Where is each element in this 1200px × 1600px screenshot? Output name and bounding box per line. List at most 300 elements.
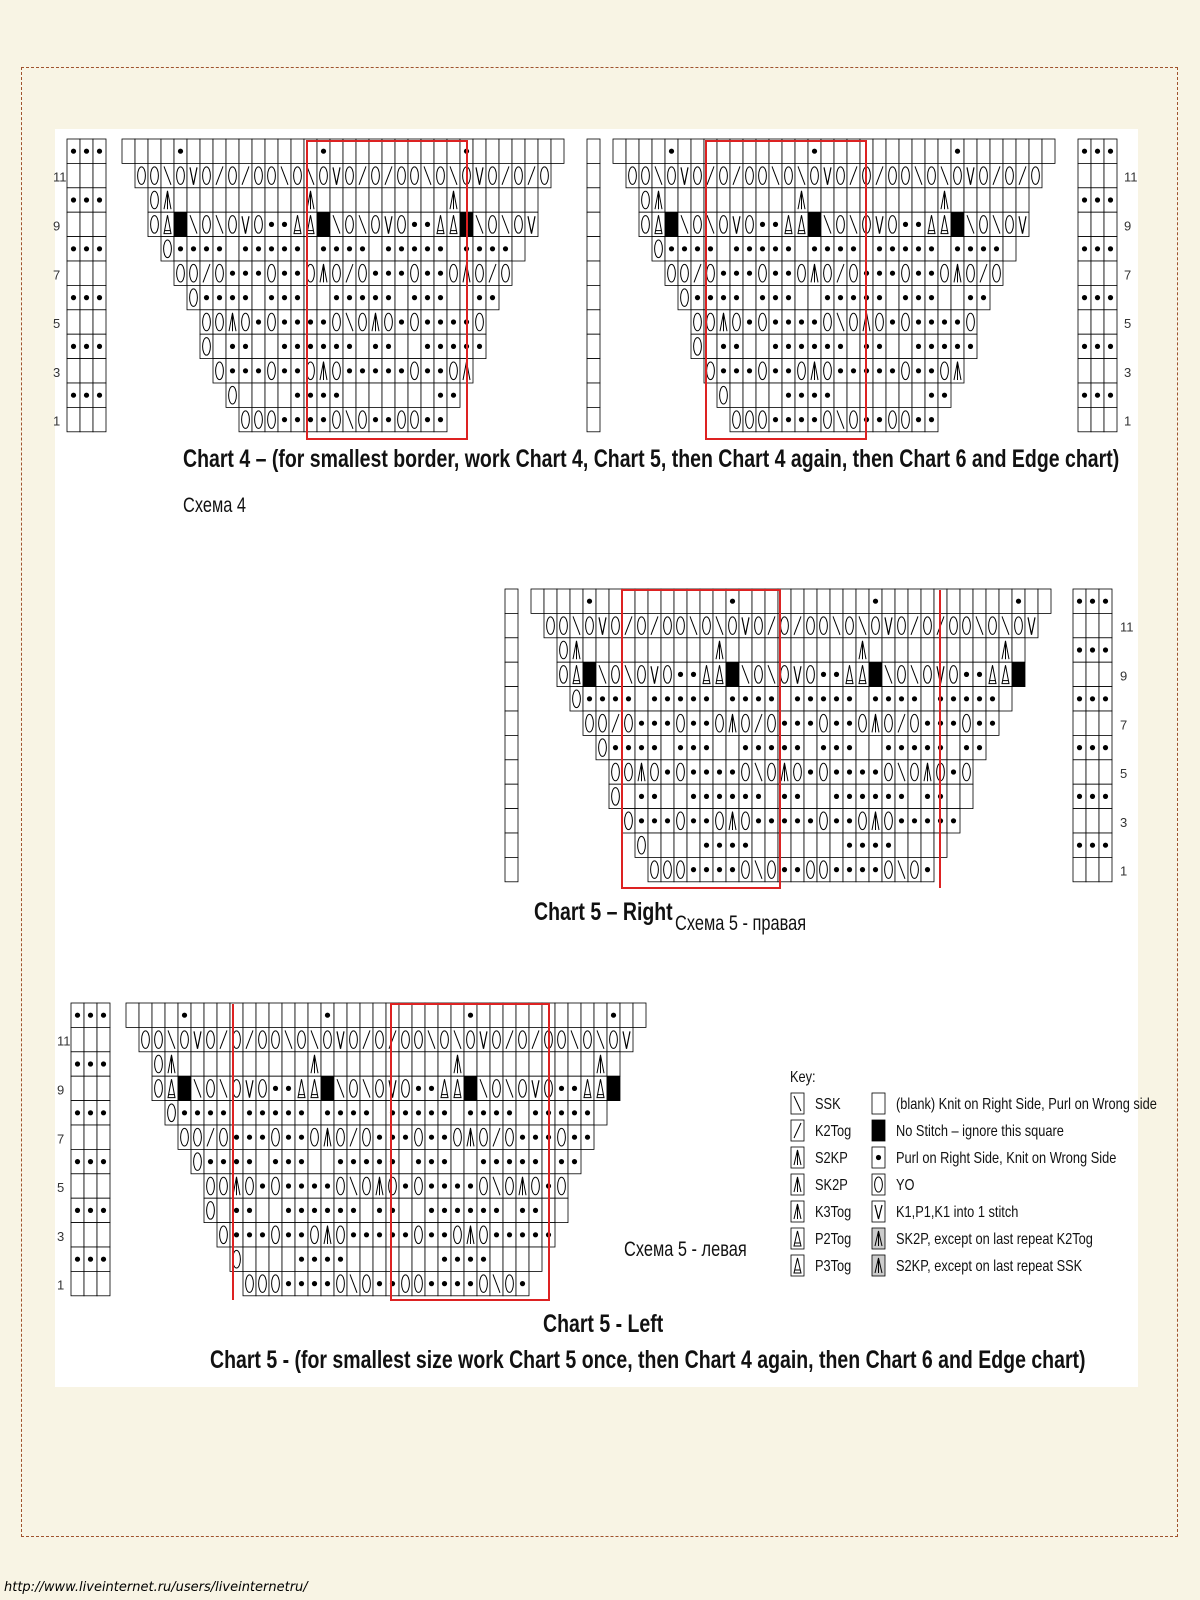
purl-symbol	[1077, 599, 1082, 604]
purl-symbol	[230, 295, 235, 300]
chart5r-edge-cell	[1086, 760, 1099, 784]
chart5r-edge-cell	[1086, 662, 1099, 686]
no-stitch-cell	[951, 212, 964, 236]
purl-symbol	[88, 1257, 93, 1262]
purl-symbol	[942, 393, 947, 398]
purl-symbol	[1095, 344, 1100, 349]
purl-symbol	[773, 295, 778, 300]
chart4-left-cell	[447, 139, 460, 163]
chart4-right-cell	[873, 188, 886, 212]
purl-symbol	[903, 295, 908, 300]
chart5l-cell	[243, 1052, 256, 1076]
purl-symbol	[256, 271, 261, 276]
chart5r-cell	[908, 833, 921, 857]
purl-symbol	[321, 417, 326, 422]
purl-symbol	[890, 368, 895, 373]
purl-symbol	[507, 1232, 512, 1237]
purl-symbol	[71, 295, 76, 300]
chart5r-cell	[869, 735, 882, 759]
chart5r-cell	[960, 589, 973, 613]
chart5l-cell	[360, 1247, 373, 1271]
row-number: 1	[53, 413, 61, 429]
purl-symbol	[890, 319, 895, 324]
chart4-left-cell	[135, 139, 148, 163]
purl-symbol	[773, 222, 778, 227]
purl-symbol	[968, 344, 973, 349]
purl-symbol	[626, 745, 631, 750]
purl-symbol	[704, 818, 709, 823]
purl-symbol	[981, 295, 986, 300]
purl-symbol	[773, 344, 778, 349]
purl-symbol	[403, 1135, 408, 1140]
purl-symbol	[299, 1208, 304, 1213]
purl-symbol	[717, 867, 722, 872]
purl-symbol	[678, 672, 683, 677]
chart5l-edge-cell	[71, 1125, 84, 1149]
chart5r-cell	[687, 833, 700, 857]
row-number: 9	[53, 218, 61, 234]
purl-symbol	[886, 696, 891, 701]
purl-symbol	[665, 721, 670, 726]
chart5l-cell	[412, 1247, 425, 1271]
purl-symbol	[838, 368, 843, 373]
chart4-right-cell	[847, 188, 860, 212]
purl-symbol	[520, 1281, 525, 1286]
chart4-right-cell	[912, 383, 925, 407]
chart5r-cell	[986, 589, 999, 613]
row-number: 5	[1120, 766, 1128, 782]
purl-symbol	[851, 295, 856, 300]
no-stitch-cell	[178, 1076, 191, 1100]
purl-symbol	[321, 149, 326, 154]
chart4-right-cell	[756, 334, 769, 358]
purl-symbol	[191, 246, 196, 251]
chart5r-strip-cell	[505, 711, 518, 735]
purl-symbol	[990, 721, 995, 726]
chart4-right-cell	[1016, 139, 1029, 163]
chart5l-cell	[425, 1247, 438, 1271]
purl-symbol	[994, 246, 999, 251]
chart4-right-cell	[899, 188, 912, 212]
chart4-right-cell	[743, 383, 756, 407]
chart4-left-cell	[265, 334, 278, 358]
purl-symbol	[916, 295, 921, 300]
purl-symbol	[639, 794, 644, 799]
purl-symbol	[325, 1110, 330, 1115]
chart5l-edge-cell	[71, 1174, 84, 1198]
purl-symbol	[1082, 393, 1087, 398]
purl-symbol	[351, 1159, 356, 1164]
chart5l-cell	[412, 1198, 425, 1222]
chart4-edge-left-cell	[67, 359, 80, 383]
purl-symbol	[873, 794, 878, 799]
chart4-left-cell	[434, 139, 447, 163]
chart5r-cell	[648, 833, 661, 857]
chart4-edge-left-cell	[80, 163, 93, 187]
row-number: 3	[57, 1228, 65, 1244]
purl-symbol	[890, 246, 895, 251]
purl-symbol	[312, 1257, 317, 1262]
purl-symbol	[968, 295, 973, 300]
chart5r-edge-cell	[1099, 662, 1112, 686]
chart4-right-cell	[925, 188, 938, 212]
chart4-left-cell	[304, 139, 317, 163]
chart4-left-cell	[499, 139, 512, 163]
purl-symbol	[75, 1013, 80, 1018]
chart4-left-cell	[369, 139, 382, 163]
chart5r-cell	[700, 638, 713, 662]
chart5r-cell	[804, 735, 817, 759]
purl-symbol	[747, 271, 752, 276]
purl-symbol	[97, 149, 102, 154]
chart5r-cell	[674, 833, 687, 857]
chart4-right-cell	[886, 334, 899, 358]
purl-symbol	[325, 1013, 330, 1018]
legend-title: Key:	[790, 1069, 816, 1086]
chart5l-edge-cell	[71, 1223, 84, 1247]
purl-symbol	[425, 246, 430, 251]
row-number: 3	[1120, 814, 1128, 830]
chart5l-edge-cell	[71, 1076, 84, 1100]
legend-sk2p: SK2P	[815, 1177, 848, 1194]
purl-symbol	[403, 1110, 408, 1115]
chart5r-cell	[583, 638, 596, 662]
purl-symbol	[847, 794, 852, 799]
purl-symbol	[730, 867, 735, 872]
chart4-strip-cell	[587, 237, 600, 261]
purl-symbol	[747, 319, 752, 324]
purl-symbol	[282, 319, 287, 324]
chart5l-cell	[464, 1149, 477, 1173]
chart5l-cell	[555, 1052, 568, 1076]
purl-symbol	[468, 1013, 473, 1018]
source-url[interactable]: http://www.liveinternet.ru/users/liveinternetru/	[4, 1580, 308, 1595]
chart5l-edge-cell	[97, 1223, 110, 1247]
chart5r-cell	[817, 833, 830, 857]
purl-symbol	[425, 344, 430, 349]
chart5r-cell	[726, 638, 739, 662]
purl-symbol	[912, 745, 917, 750]
purl-symbol	[925, 794, 930, 799]
purl-symbol	[75, 1257, 80, 1262]
purl-symbol	[101, 1257, 106, 1262]
purl-symbol	[477, 295, 482, 300]
chart5l-cell	[529, 1003, 542, 1027]
purl-symbol	[442, 1281, 447, 1286]
purl-symbol	[1108, 197, 1113, 202]
chart5l-edge-cell	[71, 1271, 84, 1295]
purl-symbol	[425, 368, 430, 373]
chart5r-cell	[830, 638, 843, 662]
chart4-edge-right-cell	[1091, 310, 1104, 334]
chart4-edge-right-cell	[1104, 212, 1117, 236]
purl-symbol	[386, 417, 391, 422]
chart4-left-cell	[291, 139, 304, 163]
row-number: 1	[1124, 413, 1132, 429]
purl-symbol	[373, 344, 378, 349]
chart5r-edge-cell	[1099, 613, 1112, 637]
purl-symbol	[847, 843, 852, 848]
chart4-left-cell	[369, 237, 382, 261]
purl-symbol	[1082, 246, 1087, 251]
chart4-right-cell	[899, 383, 912, 407]
purl-symbol	[925, 867, 930, 872]
purl-symbol	[1103, 647, 1108, 652]
purl-symbol	[730, 599, 735, 604]
purl-symbol	[221, 1159, 226, 1164]
chart5r-cell	[661, 784, 674, 808]
chart4-right-cell	[951, 188, 964, 212]
chart4-edge-left-cell	[67, 212, 80, 236]
purl-symbol	[282, 271, 287, 276]
purl-symbol	[1090, 599, 1095, 604]
chart4-right-cell	[795, 139, 808, 163]
purl-symbol	[760, 295, 765, 300]
purl-symbol	[295, 246, 300, 251]
chart5l-cell	[334, 1003, 347, 1027]
row-number: 11	[53, 169, 67, 185]
chart5l-cell	[282, 1247, 295, 1271]
purl-symbol	[877, 368, 882, 373]
chart4-edge-right-cell	[1078, 163, 1091, 187]
chart4-left-cell	[369, 383, 382, 407]
purl-symbol	[786, 344, 791, 349]
chart4-strip-cell	[587, 407, 600, 431]
chart5l-edge-cell	[97, 1027, 110, 1051]
purl-symbol	[217, 246, 222, 251]
purl-symbol	[455, 1208, 460, 1213]
legend-k3tog: K3Tog	[815, 1204, 852, 1221]
chart5r-cell	[947, 589, 960, 613]
purl-symbol	[877, 344, 882, 349]
purl-symbol	[97, 295, 102, 300]
purl-symbol	[1103, 696, 1108, 701]
no-stitch-cell	[872, 1120, 885, 1141]
purl-symbol	[438, 295, 443, 300]
chart4-right-cell	[1003, 188, 1016, 212]
chart5l-cell	[503, 1247, 516, 1271]
chart4-edge-left-cell	[93, 407, 106, 431]
purl-symbol	[438, 393, 443, 398]
chart4-right-cell	[678, 139, 691, 163]
chart4-left-cell	[395, 383, 408, 407]
chart4-right-cell	[756, 188, 769, 212]
chart5r-cell	[895, 638, 908, 662]
purl-symbol	[360, 368, 365, 373]
chart5l-cell	[230, 1101, 243, 1125]
purl-symbol	[721, 271, 726, 276]
chart5l-cell	[555, 1003, 568, 1027]
purl-symbol	[425, 319, 430, 324]
chart5l-cell	[178, 1052, 191, 1076]
purl-symbol	[808, 818, 813, 823]
purl-symbol	[282, 368, 287, 373]
chart4-edge-left-cell	[80, 310, 93, 334]
purl-symbol	[451, 344, 456, 349]
purl-symbol	[217, 295, 222, 300]
purl-symbol	[208, 1110, 213, 1115]
chart5l-cell	[308, 1003, 321, 1027]
no-stitch-cell	[665, 212, 678, 236]
chart4-left-cell	[148, 139, 161, 163]
chart5r-cell	[622, 638, 635, 662]
chart5r-cell	[999, 589, 1012, 613]
purl-symbol	[295, 344, 300, 349]
chart5r-cell	[752, 589, 765, 613]
chart5r-cell	[609, 589, 622, 613]
chart5r-strip-cell	[505, 784, 518, 808]
purl-symbol	[533, 1232, 538, 1237]
chart4-left-cell	[421, 188, 434, 212]
purl-symbol	[808, 721, 813, 726]
no-stitch-cell	[464, 1076, 477, 1100]
purl-symbol	[338, 1208, 343, 1213]
chart5l-cell	[607, 1052, 620, 1076]
chart5r-cell	[570, 589, 583, 613]
chart4-edge-left-cell	[80, 261, 93, 285]
chart4-left-cell	[239, 188, 252, 212]
chart4-right-cell	[782, 188, 795, 212]
purl-symbol	[695, 246, 700, 251]
purl-symbol	[221, 1110, 226, 1115]
purl-symbol	[691, 794, 696, 799]
chart5r-edge-cell	[1073, 760, 1086, 784]
chart4-title: Chart 4 – (for smallest border, work Chart 4, Chart 5, then Chart 4 again, then Chart 6 and Edge chart)	[183, 445, 1120, 473]
purl-symbol	[386, 295, 391, 300]
chart4-left-cell	[473, 188, 486, 212]
purl-symbol	[429, 1086, 434, 1091]
purl-symbol	[825, 344, 830, 349]
purl-symbol	[860, 843, 865, 848]
chart4-left-cell	[213, 139, 226, 163]
chart5r-strip-cell	[505, 613, 518, 637]
row-number: 11	[1120, 619, 1134, 635]
purl-symbol	[955, 319, 960, 324]
chart5r-cell	[817, 784, 830, 808]
chart4-left-cell	[330, 188, 343, 212]
chart5r-cell	[765, 833, 778, 857]
chart4-left-cell	[525, 139, 538, 163]
purl-symbol	[773, 271, 778, 276]
chart5l-cell	[399, 1003, 412, 1027]
purl-symbol	[71, 197, 76, 202]
chart5l-cell	[568, 1052, 581, 1076]
purl-symbol	[520, 1135, 525, 1140]
chart4-right-cell	[795, 237, 808, 261]
chart5l-edge-cell	[84, 1125, 97, 1149]
purl-symbol	[756, 818, 761, 823]
chart4-right-cell	[717, 237, 730, 261]
chart4-edge-right-cell	[1078, 310, 1091, 334]
chart4-edge-left-cell	[93, 163, 106, 187]
chart5l-cell	[243, 1003, 256, 1027]
chart4-left-cell	[187, 188, 200, 212]
purl-symbol	[520, 1208, 525, 1213]
chart4-right-cell	[899, 334, 912, 358]
chart5r-cell	[895, 833, 908, 857]
chart4-strip-cell	[587, 285, 600, 309]
chart4-right-cell	[951, 285, 964, 309]
chart5l-cell	[425, 1052, 438, 1076]
chart5r-cell	[830, 833, 843, 857]
chart5l-cell	[360, 1003, 373, 1027]
purl-symbol	[691, 745, 696, 750]
purl-symbol	[178, 246, 183, 251]
chart5r-cell	[739, 638, 752, 662]
purl-symbol	[364, 1159, 369, 1164]
purl-symbol	[451, 319, 456, 324]
chart5l-cell	[256, 1003, 269, 1027]
chart5r-cell	[635, 589, 648, 613]
chart5r-cell	[817, 589, 830, 613]
purl-symbol	[88, 1208, 93, 1213]
row-number: 9	[1120, 668, 1128, 684]
purl-symbol	[704, 794, 709, 799]
chart5r-cell	[1038, 589, 1051, 613]
purl-symbol	[308, 417, 313, 422]
chart5l-cell	[425, 1003, 438, 1027]
purl-symbol	[377, 1208, 382, 1213]
purl-symbol	[838, 344, 843, 349]
chart4-right-cell	[1042, 139, 1055, 163]
purl-symbol	[847, 818, 852, 823]
purl-symbol	[247, 1232, 252, 1237]
no-stitch-cell	[869, 662, 882, 686]
purl-symbol	[834, 769, 839, 774]
chart4-left-cell	[213, 334, 226, 358]
purl-symbol	[373, 368, 378, 373]
chart5r-strip-cell	[505, 809, 518, 833]
chart4-strip-cell	[587, 383, 600, 407]
purl-symbol	[734, 271, 739, 276]
chart4-edge-left-cell	[93, 310, 106, 334]
chart4-edge-left-cell	[67, 163, 80, 187]
chart4-left-cell	[187, 139, 200, 163]
purl-symbol	[351, 1232, 356, 1237]
chart5l-cell	[243, 1247, 256, 1271]
chart5r-cell	[661, 589, 674, 613]
purl-symbol	[455, 1257, 460, 1262]
purl-symbol	[876, 1155, 881, 1160]
chart5l-cell	[256, 1247, 269, 1271]
chart5l-cell	[581, 1003, 594, 1027]
purl-symbol	[286, 1159, 291, 1164]
chart4-left-cell	[551, 139, 564, 163]
chart5l-cell	[334, 1052, 347, 1076]
chart5r-cell	[687, 638, 700, 662]
purl-symbol	[286, 1183, 291, 1188]
chart5r-edge-cell	[1086, 711, 1099, 735]
row-number: 1	[57, 1277, 65, 1293]
chart4-edge-left-cell	[80, 212, 93, 236]
purl-symbol	[195, 1110, 200, 1115]
chart4-left-cell	[161, 139, 174, 163]
purl-symbol	[477, 344, 482, 349]
chart4-left-cell	[512, 139, 525, 163]
purl-symbol	[429, 1135, 434, 1140]
chart5l-cell	[477, 1003, 490, 1027]
chart4-left-cell	[382, 383, 395, 407]
chart5l-cell	[386, 1003, 399, 1027]
purl-symbol	[860, 794, 865, 799]
purl-symbol	[269, 222, 274, 227]
row-number: 3	[53, 364, 61, 380]
chart5r-cell	[947, 735, 960, 759]
purl-symbol	[204, 295, 209, 300]
purl-symbol	[1103, 599, 1108, 604]
row-number: 9	[1124, 218, 1132, 234]
purl-symbol	[756, 794, 761, 799]
